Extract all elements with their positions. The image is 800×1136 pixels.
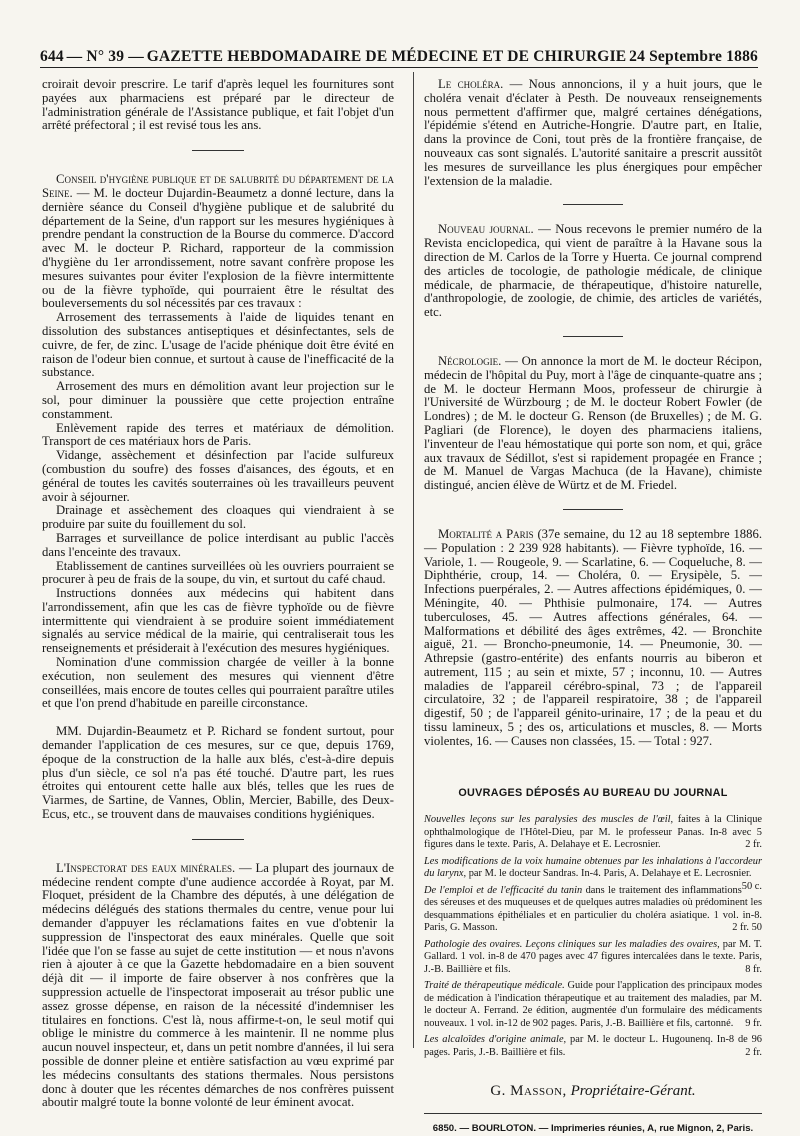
necrologie-paragraph <box>424 355 762 493</box>
book-price: 50 c. <box>741 880 762 892</box>
necrologie-text: — On annonce la mort de M. le docteur Récipon, médecin de l'hôpital du Puy, mort à l'âge de cinquante-quatre ans ; de M. le docteur Hermann Moos, professeur de chirurgie à l'Université de Würzbourg ; de M. le docteur Robert Fowler (de Londres) ; de M. le docteur G. Renson (de Bruxelles) ; de M. G. Pagliari (de Florence), le doyen des pharmaciens italiens, l'inventeur de l'eau hémostatique qui porte son nom, et qui, grâce aux travaux de Sédillot, s'est si rapidement propagée en France ; de M. Manuel de Vargas Machuca (de la Havane), chimiste distingué, ancien élève de Würtz et de M. Friedel. <box>424 353 762 493</box>
right-column <box>424 78 762 1136</box>
journal-paragraph <box>424 223 762 320</box>
mortalite-paragraph <box>424 528 762 749</box>
journal-title: GAZETTE HEBDOMADAIRE DE MÉDECINE ET DE CHIRURGIE <box>146 48 627 65</box>
gerant-role: Propriétaire-Gérant. <box>570 1083 696 1100</box>
book-title: Pathologie des ovaires. Leçons cliniques sur les maladies des ovaires, <box>424 938 720 950</box>
book-price: 2 fr. <box>745 839 762 851</box>
inspectorat-heading: L'Inspectorat des eaux minérales. <box>56 860 236 875</box>
book-title: Traité de thérapeutique médicale. <box>424 980 565 992</box>
printer-footer: 6850. — BOURLOTON. — Imprimeries réunies, A, rue Mignon, 2, Paris. <box>432 1123 754 1135</box>
header-rule <box>40 67 758 68</box>
journal-heading: Nouveau journal. <box>438 222 534 237</box>
column-divider <box>413 72 414 1048</box>
left-column <box>42 78 394 1110</box>
book-details: faites à la Clinique ophthalmologique de l'Hôtel-Dieu, par M. le professeur Panas. In-8 avec 5 figures dans le texte. Paris, A. Delahaye et E. Lecrosnier. <box>424 814 762 851</box>
book-entry <box>424 814 762 852</box>
book-title: De l'emploi et de l'efficacité du tanin <box>424 884 583 896</box>
book-price: 9 fr. <box>745 1017 762 1029</box>
book-title: Nouvelles leçons sur les paralysies des muscles de l'œil, <box>424 814 674 826</box>
necrologie-heading: Nécrologie. <box>438 353 502 368</box>
cholera-paragraph <box>424 78 762 188</box>
measure-item: Etablissement de cantines surveillées où les ouvriers pourraient se procurer à peu de frais de la soupe, du vin, et surtout du café chaud. <box>42 558 394 587</box>
separator <box>563 336 623 337</box>
book-details: Guide pour l'application des principaux modes de médication à l'indication thérapeutique et au traitement des maladies, par M. le docteur A. Ferrand. 2e édition, augmentée d'un formulaire des médicaments nouveaux. 1 vol. in-12 de 902 pages. Paris, J.-B. Baillière et fils, cartonné. <box>424 980 762 1029</box>
book-price: 2 fr. 50 <box>732 922 762 934</box>
issue-number: — N° 39 — <box>66 48 144 65</box>
separator <box>192 150 244 151</box>
book-entry <box>424 1034 762 1059</box>
intro-paragraph: croirait devoir prescrire. Le tarif d'après lequel les fournitures sont payées aux pharmaciens est préparé par le directeur de l'administration générale de l'Assistance publique, et fait l'objet d'un arrêté préfectoral ; il est revisé tous les ans. <box>42 77 394 133</box>
book-details: par M. le docteur L. Hugounenq. In-8 de 96 pages. Paris, J.-B. Baillière et fils. <box>424 1034 762 1058</box>
cholera-heading: Le choléra. <box>438 77 504 91</box>
mm-paragraph: MM. Dujardin-Beaumetz et P. Richard se fondent surtout, pour demander l'application de ces mesures, sur ce que, depuis 1769, époque de la construction de la halle aux blés, c'est-à-dire depuis plus d'un siècle, ce sol n'a pas été touché. D'autre part, les rues étroites qui entourent cette halle aux blés, telles que les rues de Viarmes, de Sartine, de Vannes, Oblin, Mercier, Babille, des Deux-Ecus, etc., se trouvent dans de mauvaises conditions hygiéniques. <box>42 724 394 822</box>
separator <box>563 509 623 510</box>
book-details: dans le traitement des inflammations des séreuses et des muqueuses et de quelques autres maladies où prédominent les desquammations épithéliales et en particulier du choléra asiatique. 1 vol. in-8. Paris, G. Masson. <box>424 884 762 934</box>
measure-item: Arrosement des terrassements à l'aide de liquides tenant en dissolution des substances antiseptiques et désinfectantes, sels de cuivre, de fer, de zinc. L'usage de l'acide phénique doit être évité en raison de l'odeur bien connue, et surtout à cause de l'inefficacité de la substance. <box>42 310 394 380</box>
measure-item: Vidange, assèchement et désinfection par l'acide sulfureux (combustion du soufre) des fosses d'aisances, des égouts, et en général de toutes les cavités souterraines où les travailleurs peuvent avoir à séjourner. <box>42 448 394 504</box>
book-entry <box>424 939 762 977</box>
separator <box>563 204 623 205</box>
gerant-name: G. Masson, <box>490 1083 567 1100</box>
book-title: Les modifications de la voix humaine obtenues par les inhalations à l'accordeur du larynx, <box>424 855 762 880</box>
book-entry <box>424 885 762 935</box>
measure-item: Drainage et assèchement des cloaques qui viendraient à se produire par suite du fouillement du sol. <box>42 503 394 532</box>
cholera-text: — Nous annoncions, il y a huit jours, que le choléra venait d'éclater à Pesth. De nouveaux renseignements nous permettent d'affirmer que, malgré certaines dénégations, l'épidémie s'étend en Autriche-Hongrie. D'autre part, en Italie, dans la province de Coni, tout près de la frontière française, de nouveaux cas sont signalés. L'autorité sanitaire a prescrit aussitôt les mesures de surveillance les plus énergiques pour empêcher l'extension de la maladie. <box>424 77 762 188</box>
measure-item: Arrosement des murs en démolition avant leur projection sur le sol, pour diminuer la poussière que cette projection entraîne constamment. <box>42 379 394 421</box>
issue-date: 24 Septembre 1886 <box>629 48 758 65</box>
book-details: par M. le docteur Sandras. In-4. Paris, A. Delahaye et E. Lecrosnier. <box>466 868 752 880</box>
page-number: 644 <box>40 48 64 65</box>
book-entry <box>424 980 762 1030</box>
journal-text: — Nous recevons le premier numéro de la Revista enciclopedica, qui vient de paraître à la Havane sous la direction de M. Carlos de la Torre y Huerta. Ce journal comprend des articles de tocologie, de pathologie médicale, de clinique médicale, de pharmacie, de thérapeutique, d'histoire naturelle, d'anthropologie, de zoologie, de chimie, des articles de variétés, etc. <box>424 222 762 320</box>
conseil-text: — M. le docteur Dujardin-Beaumetz a donné lecture, dans la dernière séance du Conseil d'hygiène publique et de salubrité du département de la Seine, d'un rapport sur les mesures hygiéniques à prendre pendant la construction de la Bourse du commerce. D'accord avec M. le docteur P. Richard, rapporteur de la commission d'hygiène du 1er arrondissement, notre savant confrère propose les mesures suivantes pour éviter l'explosion de la fièvre intermittente ou de la fièvre typhoïde, qui pourraient être le résultat des bouleversements du sol nécessités par ces travaux : <box>42 185 394 311</box>
page-header <box>40 42 758 66</box>
mortalite-text: (37e semaine, du 12 au 18 septembre 1886. — Population : 2 239 928 habitants). — Fièvre typhoïde, 16. — Variole, 1. — Rougeole, 9. — Scarlatine, 6. — Coqueluche, 8. — Diphthérie, croup, 14. — Choléra, 0. — Erysipèle, 5. — Infections puerpérales, 2. — Autres affections épidémiques, 0. — Méningite, 40. — Phthisie pulmonaire, 174. — Autres tuberculoses, 45. — Autres affections générales, 64. — Malformations et débilité des âges extrêmes, 42. — Bronchite aiguë, 21. — Broncho-pneumonie, 14. — Pneumonie, 30. — Athrepsie (gastro-entérite) des enfants nourris au biberon et autrement, 115 ; au sein et mixte, 57 ; inconnu, 10. — Autres maladies de l'appareil cérébro-spinal, 73 ; de l'appareil circulatoire, 32 ; de l'appareil respiratoire, 38 ; de l'appareil digestif, 50 ; de l'appareil génito-urinaire, 17 ; de la peau et du tissu lamineux, 5 ; des os, articulations et muscles, 8. — Morts violentes, 16. — Causes non classées, 15. — Total : 927. <box>424 526 762 748</box>
measure-item: Instructions données aux médecins qui habitent dans l'arrondissement, afin que les cas de fièvre typhoïde ou de fièvre intermittente qui viendraient à se produire soient immédiatement signalés au service médical de la mairie, qui centraliserait tous les renseignements et présiderait à l'exécution des mesures hygiéniques. <box>42 586 394 656</box>
footer-rule <box>424 1113 762 1114</box>
book-details: par M. T. Gallard. 1 vol. in-8 de 470 pages avec 47 figures intercalées dans le texte. Paris, J.-B. Baillière et fils. <box>424 938 762 975</box>
measure-item: Barrages et surveillance de police interdisant au public l'accès dans l'enceinte des travaux. <box>42 530 394 559</box>
book-price: 2 fr. <box>745 1046 762 1058</box>
gerant-signature <box>424 1085 762 1099</box>
book-price: 8 fr. <box>745 963 762 975</box>
inspectorat-paragraph <box>42 862 394 1110</box>
measure-item: Nomination d'une commission chargée de veiller à la bonne exécution, non seulement des mesures qui viennent d'être conseillées, mais encore de toutes celles qui pourraient paraître utiles et que l'on prend d'habitude en pareille circonstance. <box>42 655 394 711</box>
bibliography-title: OUVRAGES DÉPOSÉS AU BUREAU DU JOURNAL <box>458 786 728 799</box>
conseil-heading: Conseil d'hygiène publique et de salubrité du département de la Seine. <box>42 172 394 200</box>
inspectorat-text: — La plupart des journaux de médecine rendent compte d'une audience accordée à Royat, par M. Floquet, président de la Chambre des députés, à une délégation de médecins délégués des stations thermales du centre, venue pour lui demander d'appuyer les réclamations faites en vue d'obtenir la suppression de l'inspectorat des eaux minérales. Quelle que soit l'idée que l'on se fasse au sujet de cette institution — et nous n'avons rien à ajouter à ce que la Gazette hebdomadaire en a bien souvent déjà dit — il importe de faire observer à nos confrères que la suppression actuelle de l'inspectorat imposerait au trésor public une assez grosse dépense, en raison de la nécessité d'indemniser les titulaires en fonctions. C'est là, nous affirme-t-on, le seul motif qui oblige le ministre du commerce à les maintenir. Il ne nomme plus aucun nouvel inspecteur, et, dans un petit nombre d'années, il lui sera possible de donner pleine et entière satisfaction au vœu exprimé par les médecins consultants des stations thermales. Nous persistons donc à douter que les récentes démarches de nos confrères puissent aboutir malgré toute la bonne volonté de leur éminent avocat. <box>42 860 394 1110</box>
book-title: Les alcaloïdes d'origine animale, <box>424 1034 567 1046</box>
separator <box>192 839 244 840</box>
mortalite-heading: Mortalité a Paris <box>438 526 534 541</box>
conseil-paragraph <box>42 173 394 311</box>
measure-item: Enlèvement rapide des terres et matériaux de démolition. Transport de ces matériaux hors de Paris. <box>42 420 394 449</box>
